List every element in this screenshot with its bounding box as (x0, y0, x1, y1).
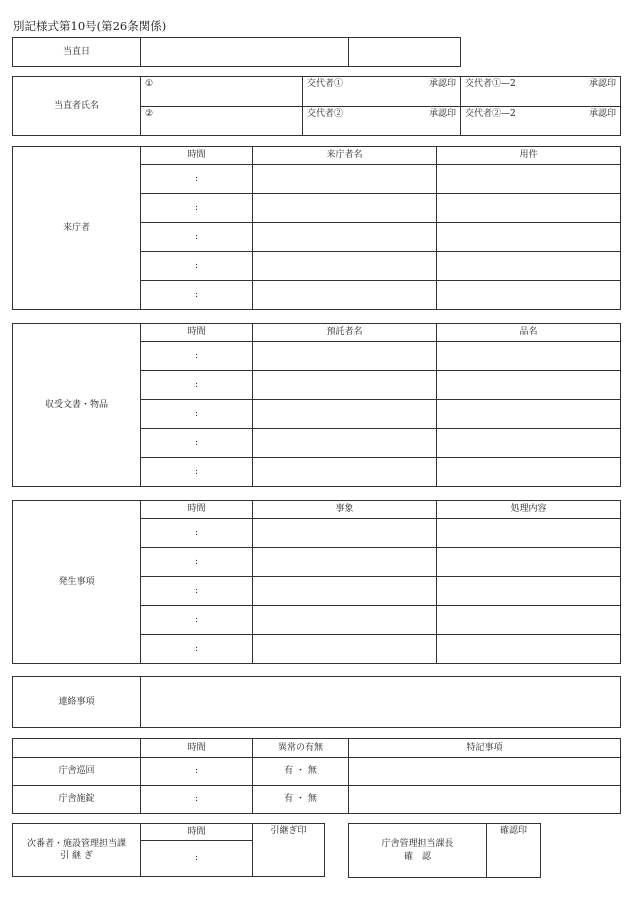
substitute-1-seal-label: 承認印 (428, 79, 456, 89)
visitors-name-header: 来庁者名 (253, 147, 437, 165)
document-time-field[interactable] (141, 429, 253, 458)
visitor-name-field[interactable] (253, 194, 437, 223)
patrol-time-header: 時間 (141, 739, 253, 758)
visitor-name-field[interactable] (253, 252, 437, 281)
documents-item-header: 品名 (437, 324, 621, 342)
time-separator: : (194, 408, 199, 419)
visitors-label: 来庁者 (13, 147, 141, 310)
incident-action-field[interactable] (437, 606, 621, 635)
handover-seal-field[interactable] (253, 824, 325, 877)
document-depositor-field[interactable] (253, 429, 437, 458)
substitute-1-2-cell[interactable] (461, 77, 621, 107)
patrol-round-label: 庁舎巡回 (13, 758, 141, 786)
visitor-purpose-field[interactable] (437, 223, 621, 252)
document-depositor-field[interactable] (253, 458, 437, 487)
time-separator: : (194, 350, 199, 361)
handover-label (13, 824, 141, 877)
handover-label-line2: 引 継 ぎ (60, 851, 93, 861)
duty-names-table (12, 76, 621, 136)
time-separator: : (194, 527, 199, 538)
duty-date-label: 当直日 (13, 38, 141, 67)
incident-event-field[interactable] (253, 548, 437, 577)
patrol-round-time-field[interactable] (141, 758, 253, 786)
confirm-seal-field[interactable] (487, 824, 541, 878)
document-depositor-field[interactable] (253, 342, 437, 371)
time-separator: : (194, 643, 199, 654)
document-time-field[interactable] (141, 342, 253, 371)
document-item-field[interactable] (437, 429, 621, 458)
visitor-time-field[interactable] (141, 281, 253, 310)
document-time-field[interactable] (141, 371, 253, 400)
patrol-lock-status-choice[interactable]: 有 ・ 無 (253, 786, 349, 814)
incident-event-field[interactable] (253, 577, 437, 606)
visitor-purpose-field[interactable] (437, 194, 621, 223)
time-separator: : (194, 853, 199, 864)
duty-person-1-mark: ① (145, 79, 154, 89)
documents-time-header: 時間 (141, 324, 253, 342)
document-time-field[interactable] (141, 458, 253, 487)
duty-date-table (12, 37, 461, 67)
time-separator: : (194, 173, 199, 184)
document-item-field[interactable] (437, 371, 621, 400)
substitute-2-label: 交代者② (307, 109, 344, 119)
patrol-table (12, 738, 621, 814)
incidents-label: 発生事項 (13, 501, 141, 664)
substitute-1-cell[interactable] (303, 77, 461, 107)
substitute-2-2-label: 交代者②—2 (465, 109, 516, 119)
incident-event-field[interactable] (253, 606, 437, 635)
patrol-corner-cell (13, 739, 141, 758)
substitute-1-2-seal-label: 承認印 (588, 79, 616, 89)
substitute-2-seal-label: 承認印 (428, 109, 456, 119)
duty-person-1-field[interactable] (141, 77, 303, 107)
time-separator: : (194, 202, 199, 213)
time-separator: : (194, 466, 199, 477)
handover-label-line1: 次番者・施設管理担当課 (26, 838, 126, 849)
duty-names-label: 当直者氏名 (13, 77, 141, 136)
time-separator: : (194, 585, 199, 596)
incident-action-field[interactable] (437, 548, 621, 577)
visitors-time-header: 時間 (141, 147, 253, 165)
document-depositor-field[interactable] (253, 400, 437, 429)
time-separator: : (194, 289, 199, 300)
substitute-1-2-label: 交代者①—2 (465, 79, 516, 89)
confirm-label-line1: 庁舎管理担当課長 (381, 839, 454, 850)
incident-action-field[interactable] (437, 577, 621, 606)
incidents-action-header: 処理内容 (437, 501, 621, 519)
substitute-2-2-seal-label: 承認印 (588, 109, 616, 119)
document-item-field[interactable] (437, 458, 621, 487)
substitute-2-2-cell[interactable] (461, 107, 621, 136)
documents-depositor-header: 預託者名 (253, 324, 437, 342)
visitors-purpose-header: 用件 (437, 147, 621, 165)
visitor-time-field[interactable] (141, 223, 253, 252)
contact-label: 連絡事項 (13, 677, 141, 728)
incidents-time-header: 時間 (141, 501, 253, 519)
substitute-1-label: 交代者① (307, 79, 344, 89)
handover-time-field[interactable] (141, 841, 253, 877)
duty-date-extra-field[interactable] (349, 38, 461, 67)
incident-event-field[interactable] (253, 635, 437, 664)
form-title: 別記様式第10号(第26条関係) (13, 19, 167, 33)
incident-action-field[interactable] (437, 519, 621, 548)
confirm-label (349, 824, 487, 878)
visitors-table (12, 146, 621, 310)
confirm-table (348, 823, 541, 878)
time-separator: : (194, 379, 199, 390)
visitor-name-field[interactable] (253, 223, 437, 252)
document-item-field[interactable] (437, 342, 621, 371)
document-depositor-field[interactable] (253, 371, 437, 400)
incident-time-field[interactable] (141, 577, 253, 606)
incident-time-field[interactable] (141, 519, 253, 548)
time-separator: : (194, 231, 199, 242)
time-separator: : (194, 556, 199, 567)
incidents-event-header: 事象 (253, 501, 437, 519)
visitor-purpose-field[interactable] (437, 252, 621, 281)
substitute-2-cell[interactable] (303, 107, 461, 136)
confirm-label-line2: 確 認 (403, 851, 431, 862)
visitor-time-field[interactable] (141, 252, 253, 281)
patrol-lock-time-field[interactable] (141, 786, 253, 814)
contact-notes-field[interactable] (141, 677, 621, 728)
patrol-round-status-choice[interactable]: 有 ・ 無 (253, 758, 349, 786)
incident-time-field[interactable] (141, 606, 253, 635)
handover-seal-label: 引継ぎ印 (270, 826, 307, 836)
documents-label: 収受文書・物品 (13, 324, 141, 487)
visitor-purpose-field[interactable] (437, 165, 621, 194)
incident-event-field[interactable] (253, 519, 437, 548)
time-separator: : (194, 614, 199, 625)
handover-time-header: 時間 (141, 824, 253, 841)
confirm-seal-label: 確認印 (499, 826, 527, 836)
incident-action-field[interactable] (437, 635, 621, 664)
time-separator: : (194, 437, 199, 448)
visitor-purpose-field[interactable] (437, 281, 621, 310)
documents-table (12, 323, 621, 487)
time-separator: : (194, 766, 199, 777)
time-separator: : (194, 260, 199, 271)
visitor-time-field[interactable] (141, 165, 253, 194)
document-item-field[interactable] (437, 400, 621, 429)
visitor-time-field[interactable] (141, 194, 253, 223)
visitor-name-field[interactable] (253, 281, 437, 310)
duty-date-field[interactable] (141, 38, 349, 67)
document-time-field[interactable] (141, 400, 253, 429)
incident-time-field[interactable] (141, 548, 253, 577)
visitor-name-field[interactable] (253, 165, 437, 194)
patrol-lock-remarks-field[interactable] (349, 786, 621, 814)
patrol-round-remarks-field[interactable] (349, 758, 621, 786)
time-separator: : (194, 794, 199, 805)
patrol-lock-label: 庁舎施錠 (13, 786, 141, 814)
handover-table (12, 823, 325, 877)
contact-table (12, 676, 621, 728)
duty-person-2-field[interactable] (141, 107, 303, 136)
incidents-table (12, 500, 621, 664)
patrol-abnormality-header: 異常の有無 (253, 739, 349, 758)
patrol-remarks-header: 特記事項 (349, 739, 621, 758)
duty-person-2-mark: ② (145, 109, 154, 119)
incident-time-field[interactable] (141, 635, 253, 664)
